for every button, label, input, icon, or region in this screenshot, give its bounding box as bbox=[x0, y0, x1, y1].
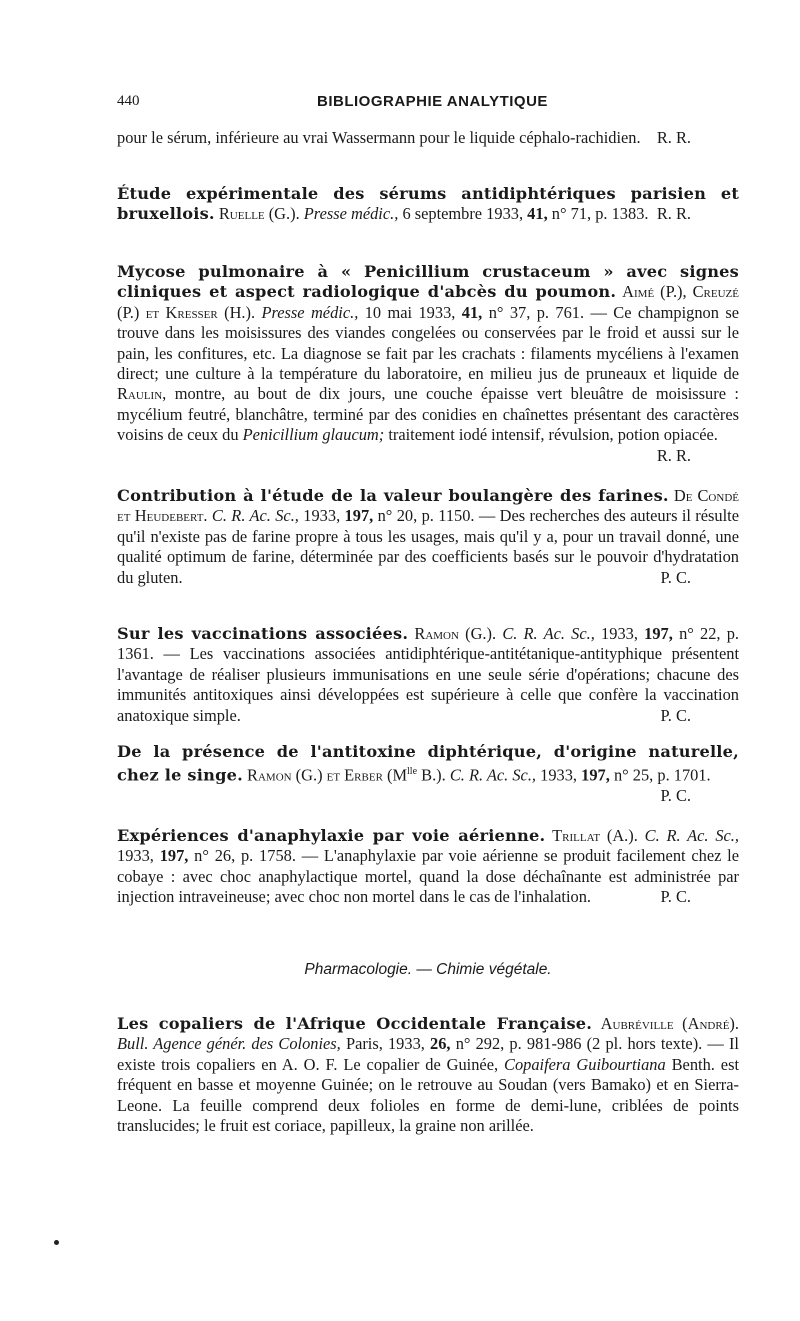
entry-volume: 197, bbox=[644, 624, 673, 643]
entry-volume: 41, bbox=[527, 204, 548, 224]
entry-farines bbox=[117, 486, 739, 588]
signature: P. C. bbox=[660, 567, 691, 587]
entry-author: Aubréville (André). bbox=[600, 1014, 739, 1033]
entry-mycose bbox=[117, 262, 739, 466]
continuation-text: pour le sérum, inférieure au vrai Wassermann pour le liquide céphalo-rachidien. bbox=[117, 128, 641, 147]
entry-body: montre, au bout de dix jours, une couche épaisse vert bleuâtre de moisissure : mycélium feutré, blanchâtre, terminé par des conidies en chaînettes présentant des caractères voisins de ceux du bbox=[117, 384, 739, 445]
entry-body: Ce champignon se trouve dans les moisissures des viandes congelées ou conservées par le froid et aussi sur le pain, les confitures, etc. La diagnose se fait par les crachats : filaments mycéliens à l'examen direct; une culture à la température du laboratoire, en milieu jus de pruneaux et liquide de bbox=[117, 302, 739, 384]
entry-pages: n° 71, p. 1383. bbox=[551, 204, 649, 224]
entry-pages: n° 20, p. 1150. — bbox=[377, 506, 496, 526]
entry-pages: n° 292, p. 981-986 (2 pl. hors texte). — bbox=[455, 1034, 724, 1054]
entry-title: Contribution à l'étude de la valeur boulangère des farines. bbox=[117, 486, 669, 505]
signature: P. C. bbox=[660, 705, 691, 725]
entry-authors: Aimé (P.), Creuzé (P.) et Kresser (H.). bbox=[117, 282, 739, 322]
entry-volume: 197, bbox=[159, 846, 189, 866]
entry-author-ref: Raulin, bbox=[117, 384, 167, 404]
entry-volume: 197, bbox=[581, 765, 610, 785]
entry-anaphylaxie bbox=[117, 826, 739, 908]
entry-pages: n° 22, p. 1361. — bbox=[117, 624, 740, 664]
entry-title: De la présence de l'antitoxine diphtérique, d'origine naturelle, chez le singe. bbox=[117, 742, 739, 785]
entry-journal: Presse médic., bbox=[261, 302, 359, 322]
entry-journal: C. R. Ac. Sc., bbox=[449, 765, 537, 785]
continuation-paragraph bbox=[117, 128, 739, 148]
entry-volume: 41, bbox=[461, 302, 483, 322]
entry-date: 10 mai 1933, bbox=[364, 302, 456, 322]
entry-journal: C. R. Ac. Sc., bbox=[502, 624, 595, 643]
entry-journal: C. R. Ac. Sc., bbox=[211, 506, 299, 526]
entry-vaccinations bbox=[117, 624, 739, 726]
entry-title: Expériences d'anaphylaxie par voie aérienne. bbox=[117, 826, 546, 845]
entry-authors-end: B.). bbox=[421, 765, 446, 785]
entry-body: Des recherches des auteurs il résulte qu'il n'existe pas de farine propre à tous les usages, mais qu'il y a, pour un travail donné, une qualité optimum de farine, déterminée par des coefficients basés sur le pouvoir d'hydratation du gluten. bbox=[117, 506, 739, 587]
entry-title: Les copaliers de l'Afrique Occidentale Française. bbox=[117, 1014, 593, 1033]
page-header bbox=[117, 93, 739, 115]
entry-author: Ruelle (G.). bbox=[218, 204, 300, 224]
entry-title: Mycose pulmonaire à « Penicillium crustaceum » avec signes cliniques et aspect radiologique d'abcès du poumon. bbox=[117, 262, 739, 302]
running-title: BIBLIOGRAPHIE ANALYTIQUE bbox=[317, 93, 548, 110]
entry-copaliers bbox=[117, 1014, 739, 1136]
entry-authors-sup: lle bbox=[407, 766, 418, 778]
entry-author: Ramon (G.). bbox=[414, 624, 497, 643]
signature: R. R. bbox=[656, 445, 691, 465]
entry-authors: De Condé et Heudebert. bbox=[117, 486, 739, 526]
entry-date: 1933, bbox=[303, 506, 341, 526]
entry-date: 1933, bbox=[601, 624, 638, 643]
entry-antitoxine bbox=[117, 742, 739, 807]
signature: R. R. bbox=[656, 204, 691, 224]
entry-body: Les vaccinations associées antidiphtérique-antitétanique-antityphique présentent l'avantage de réaliser plusieurs immunisations en une seule série d'opérations; chacune des immunités antitoxiques ainsi développées est supérieure à celle que confère la vaccination anatoxique simple. bbox=[117, 644, 739, 725]
page-number: 440 bbox=[117, 93, 140, 109]
margin-dot bbox=[54, 1240, 59, 1245]
entry-date: 1933, bbox=[117, 846, 154, 866]
signature: P. C. bbox=[660, 887, 691, 907]
entry-volume: 26, bbox=[430, 1034, 451, 1054]
entry-date: 1933, bbox=[540, 765, 578, 785]
entry-body: Il existe trois copaliers en A. O. F. Le copalier de Guinée, bbox=[117, 1034, 739, 1074]
section-heading: Pharmacologie. — Chimie végétale. bbox=[304, 961, 552, 978]
entry-pages: n° 26, p. 1758. — bbox=[194, 846, 319, 866]
entry-volume: 197, bbox=[344, 506, 374, 526]
entry-body: L'anaphylaxie par voie aérienne se produit facilement chez le cobaye : avec choc anaphylactique mortel, quand la dose déchaînante est administrée par injection intraveineuse; avec choc non mortel dans le cas de l'inhalation. bbox=[117, 846, 739, 907]
entry-journal: C. R. Ac. Sc., bbox=[644, 826, 739, 845]
entry-date: 6 septembre 1933, bbox=[402, 204, 524, 224]
signature: R. R. bbox=[656, 128, 691, 147]
entry-date: Paris, 1933, bbox=[345, 1034, 425, 1054]
entry-body: Benth. est fréquent en basse et moyenne Guinée; on le retrouve au Soudan (vers Bamako) et en Sierra-Leone. La feuille comprend deux folioles en forme de demi-lune, criblées de points translucides; le fruit est coriace, papilleux, la graine non arillée. bbox=[117, 1054, 740, 1136]
entry-journal: Presse médic., bbox=[303, 204, 399, 224]
entry-pages: n° 37, p. 761. — bbox=[488, 302, 607, 322]
entry-pages: n° 25, p. 1701. bbox=[613, 765, 711, 785]
entry-journal: Bull. Agence génér. des Colonies, bbox=[117, 1034, 341, 1054]
entry-title: Sur les vaccinations associées. bbox=[117, 624, 409, 643]
entry-ruelle bbox=[117, 184, 739, 225]
signature: P. C. bbox=[660, 786, 691, 806]
entry-author: Trillat (A.). bbox=[552, 826, 638, 845]
entry-title: Étude expérimentale des sérums antidiphtériques parisien et bruxellois. bbox=[117, 184, 739, 224]
entry-authors: Ramon (G.) et Erber (M bbox=[247, 765, 408, 785]
entry-body: traitement iodé intensif, révulsion, potion opiacée. bbox=[388, 425, 718, 445]
entry-species: Penicillium glaucum; bbox=[242, 425, 385, 445]
entry-species: Copaifera Guibourtiana bbox=[504, 1054, 666, 1074]
